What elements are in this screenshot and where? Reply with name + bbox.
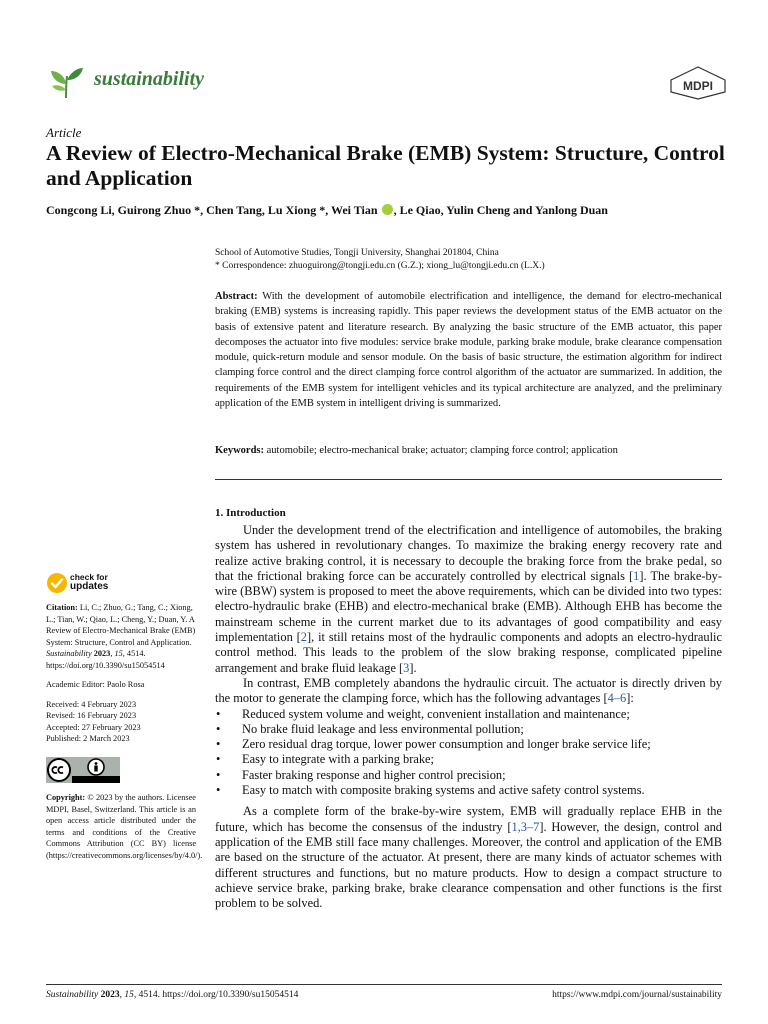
citation-link[interactable]: 2 — [300, 630, 307, 645]
citation-link[interactable]: 1 — [633, 568, 640, 583]
copyright-notice — [46, 792, 203, 861]
check-updates-label — [70, 573, 108, 591]
paragraph-1-text-d: ]. — [409, 660, 417, 675]
received-date: Received: 4 February 2023 — [46, 699, 137, 709]
citation-text: Li, C.; Zhuo, G.; Tang, C.; Xiong, L.; Tian, W.; Qiao, L.; Cheng, Y.; Duan, Y. A Review of Electro-Mechanical Brake (EMB) System: Structure, Control and Application. — [46, 603, 196, 647]
list-item: • No brake fluid leakage and less environmental pollution; — [215, 722, 722, 737]
article-title: A Review of Electro-Mechanical Brake (EMB) System: Structure, Control and Application — [46, 141, 725, 190]
mdpi-logo-icon[interactable] — [670, 66, 726, 100]
list-item: • Reduced system volume and weight, convenient installation and maintenance; — [215, 707, 722, 722]
journal-header — [46, 62, 726, 106]
paragraph-1-text-c: ], it still retains most of the hydraulic components and adopts an electro-hydraulic control method. This leads to the problem of the slow braking response, complicated pipeline arrangement and brake fluid leakage [ — [215, 630, 723, 675]
footer-volume: , 15 — [119, 990, 134, 1000]
citation — [46, 602, 196, 671]
body-text — [215, 523, 722, 911]
paragraph-1 — [215, 523, 722, 676]
paragraph-2-text-b: ]: — [626, 691, 634, 706]
footer-journal: Sustainability — [46, 990, 99, 1000]
list-item: • Easy to match with composite braking systems and active safety control systems. — [215, 783, 722, 798]
authors-text-part2: , Le Qiao, Yulin Cheng and Yanlong Duan — [393, 203, 608, 217]
paragraph-3-text-b: ]. However, the design, control and application of the EMB still face many challenges. Moreover, the control and application of the EMB are based on the structure of the actuator. At present, there are many kinds of actuator schemes with different structures and functions, but no mature products. How to design a compact structure to achieve service brake, parking brake, brake clearance compensation and other functions is the first problem to be solved. — [215, 819, 722, 911]
authors-text-part1: Congcong Li, Guirong Zhuo *, Chen Tang, Lu Xiong *, Wei Tian — [46, 203, 381, 217]
orcid-icon[interactable] — [382, 204, 393, 215]
citation-journal: Sustainability — [46, 649, 92, 658]
copyright-text: © 2023 by the authors. Licensee MDPI, Basel, Switzerland. This article is an open access article distributed under the terms and conditions of the Creative Commons Attribution (CC BY) license (https://creativecommons.org/licenses/by/4.0/). — [46, 793, 203, 860]
abstract-label: Abstract: — [215, 291, 258, 302]
journal-name[interactable]: sustainability — [94, 68, 205, 90]
dates — [46, 699, 196, 745]
correspondence: * Correspondence: zhuoguirong@tongji.edu.cn (G.Z.); xiong_lu@tongji.edu.cn (L.X.) — [215, 261, 545, 271]
abstract — [215, 289, 722, 411]
paragraph-2-text-a: In contrast, EMB completely abandons the hydraulic circuit. The actuator is directly driven by the motor to generate the clamping force, which has the following advantages [ — [215, 675, 722, 706]
article-sidebar — [46, 570, 203, 869]
affiliation: School of Automotive Studies, Tongji University, Shanghai 201804, China — [215, 248, 499, 258]
check-updates-line2: updates — [70, 581, 109, 592]
check-updates-line1: check for — [70, 572, 108, 582]
citation-link[interactable]: 4–6 — [607, 691, 627, 706]
section-divider — [215, 479, 722, 480]
citation-label: Citation: — [46, 603, 78, 612]
paragraph-1-text-a: Under the development trend of the electrification and intelligence of automobiles, the braking system has ushered in revolutionary changes. To maximize the braking energy recovery rate and realize active braking control, it is necessary to decouple the braking force from the brake pedal, so that the frictional braking force can be accurately controlled by electrical signals [ — [215, 523, 722, 583]
citation-link[interactable]: 1,3–7 — [511, 819, 540, 834]
list-item: • Zero residual drag torque, lower power consumption and longer brake service life; — [215, 737, 722, 752]
cc-by-license-icon[interactable] — [46, 757, 120, 783]
author-list — [46, 203, 726, 218]
check-for-updates-button[interactable] — [46, 570, 196, 596]
paragraph-3 — [215, 804, 722, 911]
article-type: Article — [46, 125, 82, 140]
paragraph-2 — [215, 676, 722, 707]
mdpi-logo-text: MDPI — [683, 79, 713, 93]
list-item: • Faster braking response and higher control precision; — [215, 768, 722, 783]
citation-doi[interactable]: , 4514. https://doi.org/10.3390/su15054514 — [46, 649, 165, 670]
advantages-list — [215, 707, 722, 799]
revised-date: Revised: 16 February 2023 — [46, 711, 137, 720]
sustainability-logo-icon — [46, 62, 86, 102]
accepted-date: Accepted: 27 February 2023 — [46, 722, 141, 732]
footer-year: 2023 — [98, 990, 120, 1000]
paragraph-1-text-b: ]. The brake-by-wire (BBW) system is proposed to meet the above requirements, which can be divided into two types: electro-hydraulic brake (EHB) and electro-mechanical brake (EMB). Although EHB has become the mainstream scheme in the current market due to its advantages of good compatibility and easy implementation [ — [215, 568, 722, 645]
keywords-label: Keywords: — [215, 445, 264, 456]
academic-editor: Academic Editor: Paolo Rosa — [46, 680, 145, 689]
citation-volume: , 15 — [110, 649, 123, 658]
abstract-text: With the development of automobile electrification and intelligence, the demand for electro-mechanical braking (EMB) systems is increasing rapidly. This paper reviews the development status of the EMB actuator on the basis of extensive patent and literature research. By analyzing the basic structure of the EMB actuator, this paper decomposes the actuator into five modules: service brake module, parking brake module, brake clearance compensation module, quick-return module and sensor module. On the basis of basic structure, the estimation algorithm for indirect clamping force control and the direct clamping force control algorithm of the actuator are summarized. In addition, the requirements of the EMB system for intelligent vehicles and its typical architecture are analyzed, and the preliminary application of the EMB system in intelligent driving is summarized. — [215, 291, 722, 409]
footer-journal-url[interactable]: https://www.mdpi.com/journal/sustainability — [552, 990, 722, 1000]
citation-year: 2023 — [91, 649, 111, 658]
check-updates-icon — [46, 572, 68, 594]
footer-divider — [46, 984, 722, 985]
list-item: • Easy to integrate with a parking brake; — [215, 752, 722, 767]
footer-doi[interactable]: , 4514. https://doi.org/10.3390/su15054514 — [133, 990, 299, 1000]
keywords-text: automobile; electro-mechanical brake; actuator; clamping force control; application — [264, 445, 618, 456]
keywords — [215, 445, 722, 456]
citation-link[interactable]: 3 — [403, 660, 410, 675]
footer-citation — [46, 990, 298, 1000]
paragraph-3-text-a: As a complete form of the brake-by-wire system, EMB will gradually replace EHB in the future, which has become the consensus of the industry [ — [215, 804, 722, 834]
copyright-label: Copyright: — [46, 793, 86, 802]
section-heading: 1. Introduction — [215, 507, 286, 519]
published-date: Published: 2 March 2023 — [46, 734, 130, 743]
